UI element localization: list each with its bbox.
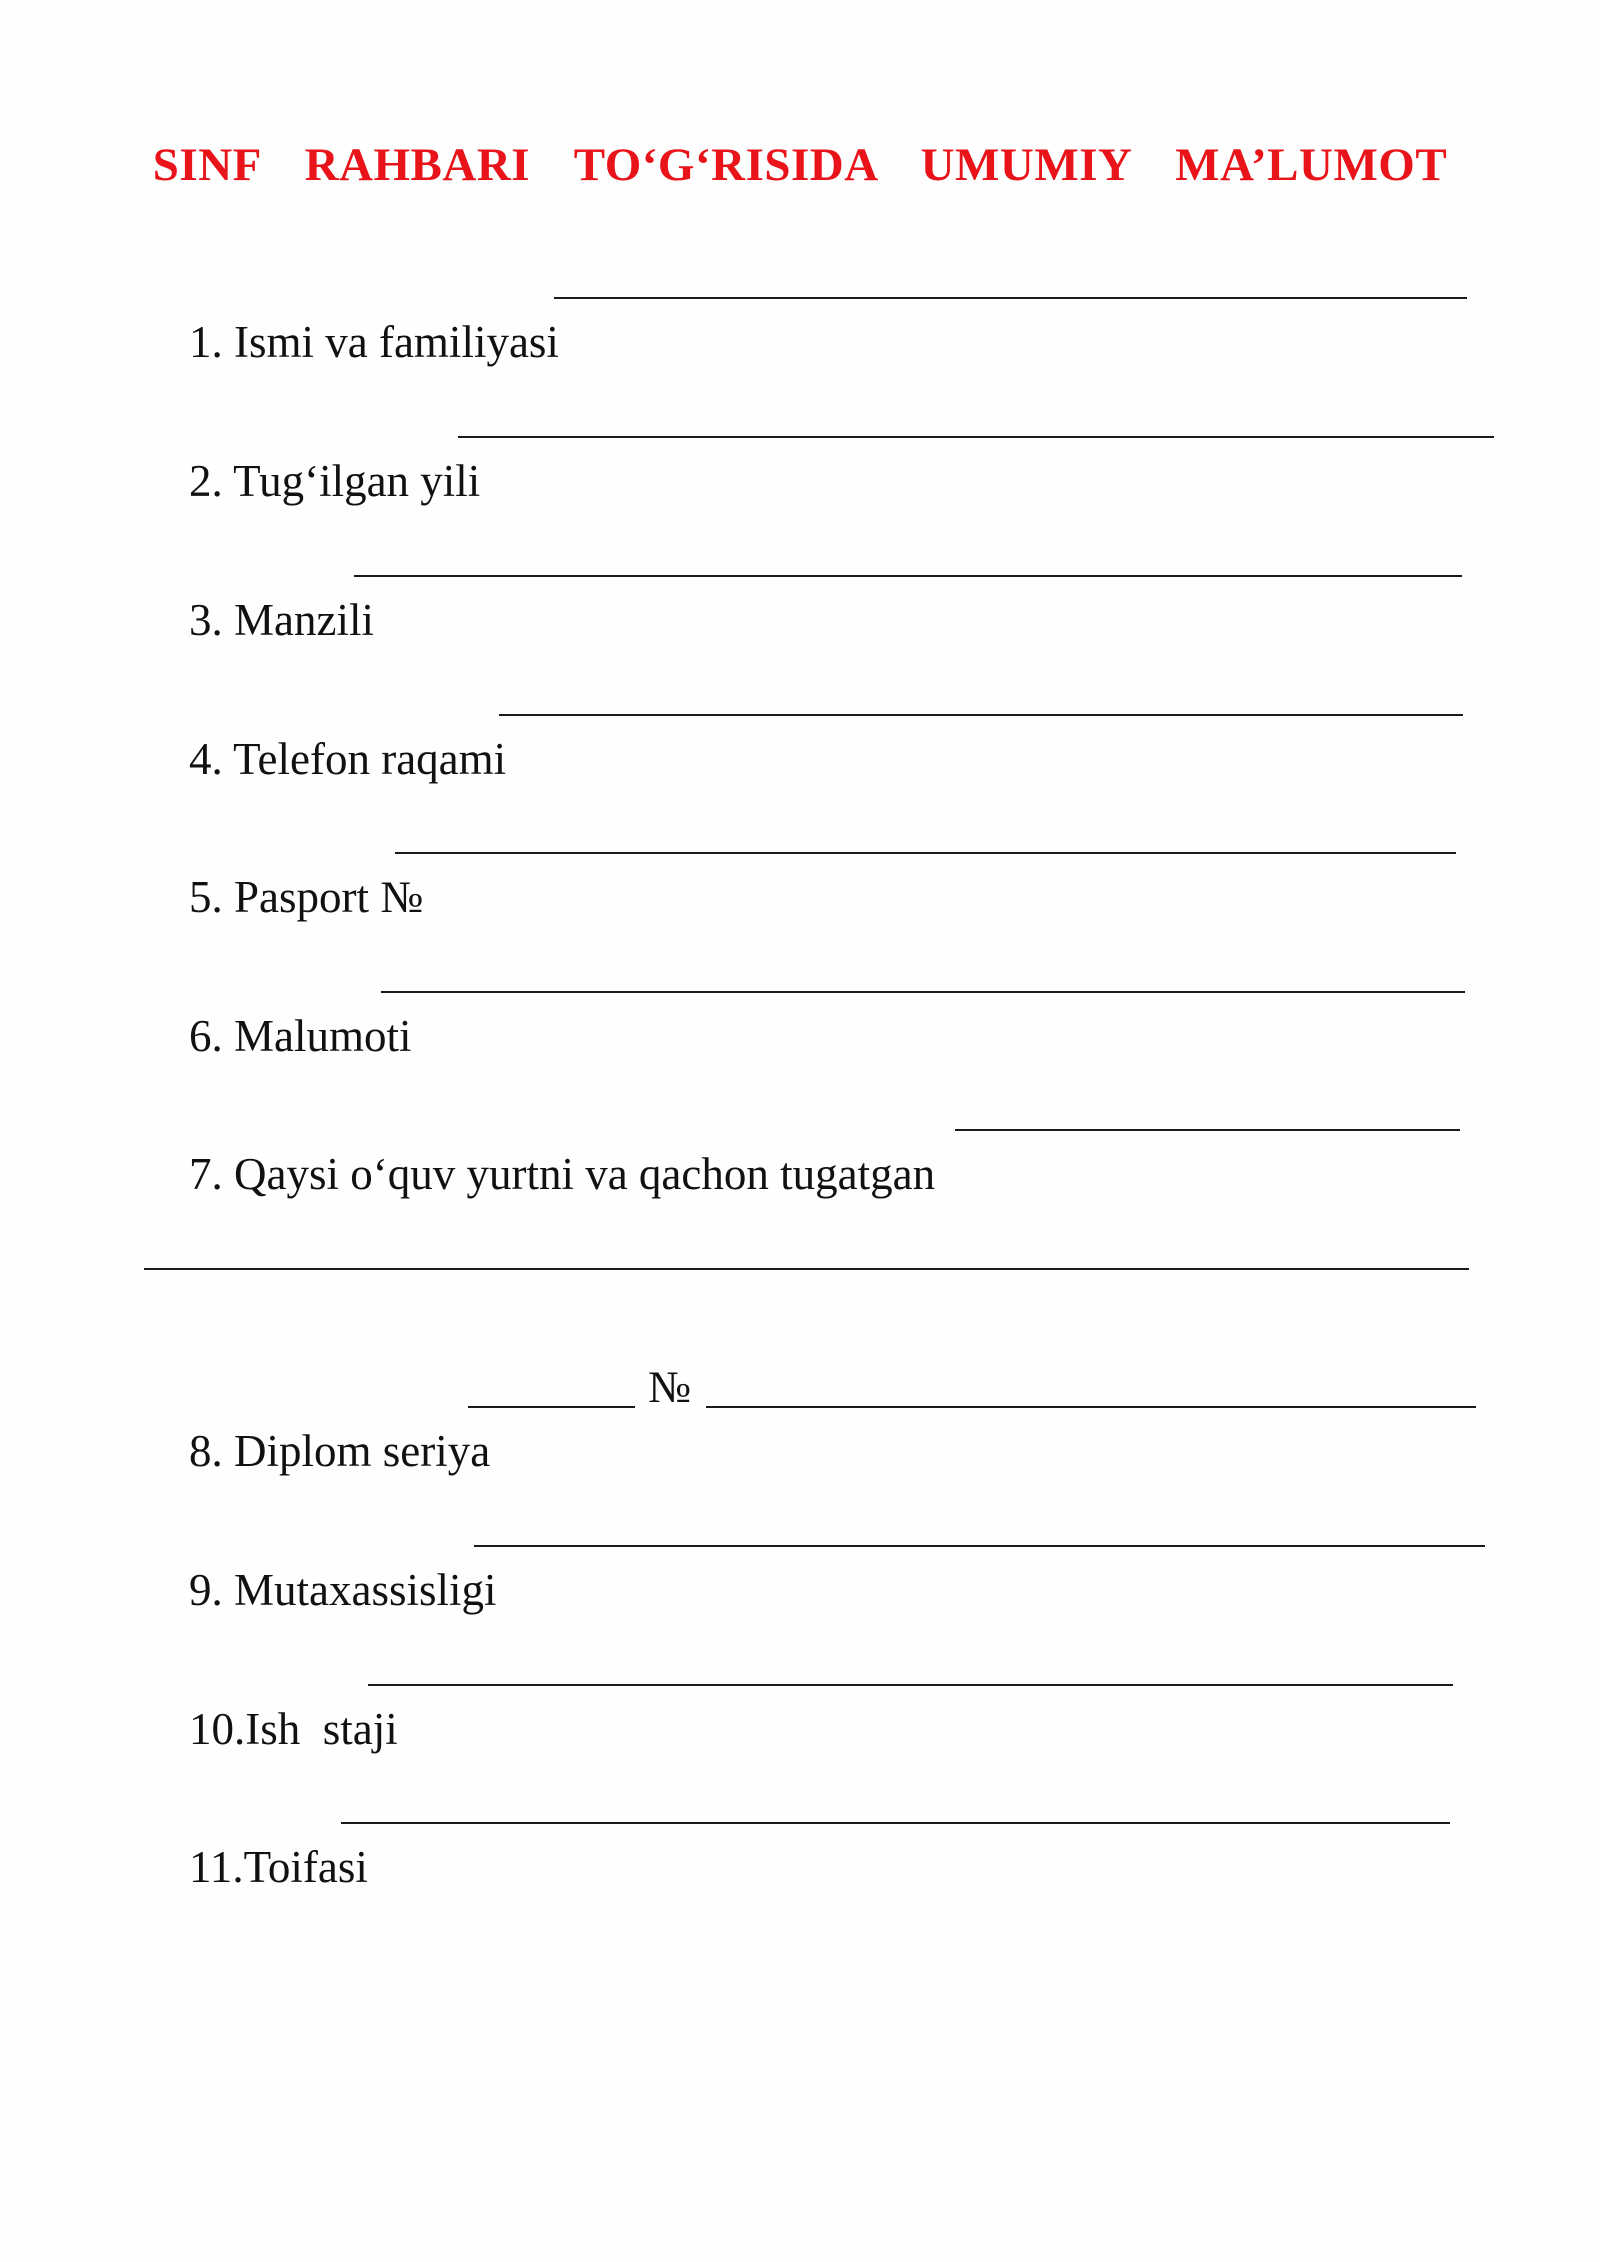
field-row-birth-year <box>144 385 481 506</box>
field-row-phone <box>144 663 507 784</box>
field-label: 1. Ismi va familiyasi <box>189 317 559 367</box>
field-row-diploma <box>144 1355 491 1476</box>
diploma-number-label: № <box>648 1362 691 1412</box>
category-input-line[interactable] <box>341 1822 1450 1824</box>
field-row-graduation <box>144 1078 936 1199</box>
field-label: 4. Telefon raqami <box>189 734 507 784</box>
field-row-address <box>144 524 374 645</box>
graduation-input-line[interactable] <box>955 1129 1460 1131</box>
field-label: 6. Malumoti <box>189 1011 412 1061</box>
field-row-experience <box>144 1633 398 1754</box>
experience-input-line[interactable] <box>368 1684 1453 1686</box>
diploma-series-input-line[interactable] <box>468 1406 635 1408</box>
field-label: 11.Toifasi <box>189 1842 368 1892</box>
field-row-specialty <box>144 1494 497 1615</box>
form-title: SINF RAHBARI TO‘G‘RISIDA UMUMIY MA’LUMOT <box>152 139 1448 191</box>
field-row-education <box>144 940 412 1061</box>
field-label: 9. Mutaxassisligi <box>189 1565 497 1615</box>
field-label: 10.Ish staji <box>189 1704 398 1754</box>
field-label: 5. Pasport № <box>189 872 424 922</box>
field-row-passport <box>144 801 424 922</box>
passport-input-line[interactable] <box>395 852 1456 854</box>
birth-year-input-line[interactable] <box>458 436 1494 438</box>
phone-input-line[interactable] <box>499 714 1463 716</box>
field-label: 7. Qaysi o‘quv yurtni va qachon tugatgan <box>189 1149 936 1199</box>
field-label: 8. Diplom seriya <box>189 1426 491 1476</box>
graduation-input-line-2[interactable] <box>144 1268 1469 1270</box>
education-input-line[interactable] <box>381 991 1465 993</box>
field-label: 2. Tug‘ilgan yili <box>189 456 481 506</box>
field-row-name <box>144 246 559 367</box>
specialty-input-line[interactable] <box>474 1545 1485 1547</box>
name-input-line[interactable] <box>554 297 1467 299</box>
address-input-line[interactable] <box>354 575 1462 577</box>
field-label: 3. Manzili <box>189 595 374 645</box>
field-row-category <box>144 1771 368 1892</box>
diploma-number-input-line[interactable] <box>706 1406 1476 1408</box>
